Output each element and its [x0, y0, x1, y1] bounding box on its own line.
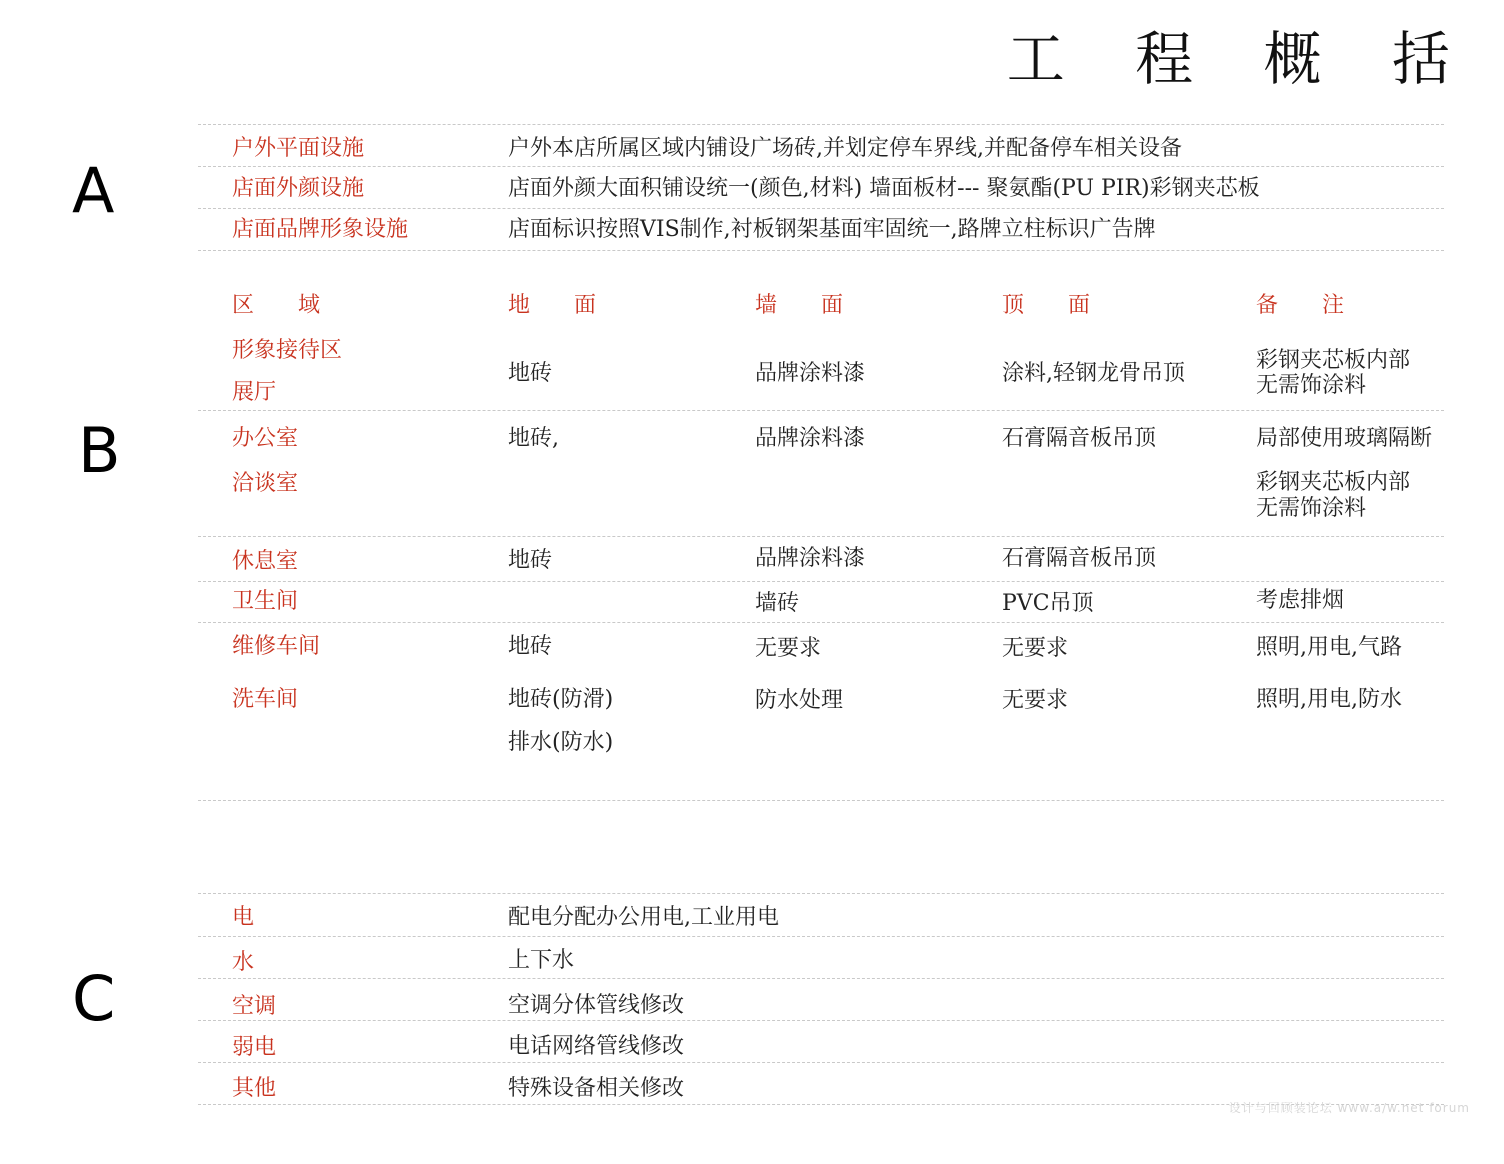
section-c-value: 上下水	[508, 948, 575, 973]
area-cell: 办公室	[232, 426, 299, 451]
note-cell: 局部使用玻璃隔断	[1256, 426, 1433, 451]
ceiling-cell: 无要求	[1002, 688, 1069, 713]
section-c-label: 水	[232, 950, 255, 975]
section-c-letter: C	[72, 962, 116, 1035]
section-c-label: 电	[232, 905, 255, 930]
divider	[198, 893, 1444, 894]
header-area: 区 域	[232, 293, 321, 318]
divider	[198, 250, 1444, 251]
section-a-value: 店面标识按照VIS制作,衬板钢架基面牢固统一,路牌立柱标识广告牌	[508, 217, 1156, 242]
ceiling-cell: PVC吊顶	[1002, 591, 1094, 616]
section-c-value: 配电分配办公用电,工业用电	[508, 905, 779, 930]
section-c-label: 其他	[232, 1076, 277, 1101]
divider	[198, 166, 1444, 167]
divider	[198, 410, 1444, 411]
section-a-label: 店面外颜设施	[232, 176, 365, 201]
watermark: 设计与回顾装论坛 www.a/w.net forum	[1228, 1101, 1470, 1115]
ceiling-cell: 涂料,轻钢龙骨吊顶	[1002, 361, 1185, 386]
area-cell: 维修车间	[232, 634, 321, 659]
wall-cell: 墙砖	[755, 591, 800, 616]
note-cell: 彩钢夹芯板内部	[1256, 470, 1411, 495]
wall-cell: 品牌涂料漆	[755, 361, 866, 386]
area-cell: 洗车间	[232, 687, 299, 712]
divider	[198, 536, 1444, 537]
header-note: 备 注	[1256, 293, 1345, 318]
note-cell: 照明,用电,气路	[1256, 635, 1402, 660]
wall-cell: 品牌涂料漆	[755, 426, 866, 451]
section-a-value: 店面外颜大面积铺设统一(颜色,材料) 墙面板材--- 聚氨酯(PU PIR)彩钢夹芯板	[508, 176, 1260, 201]
note-cell: 无需饰涂料	[1256, 373, 1367, 398]
divider	[198, 1020, 1444, 1021]
floor-cell: 地砖,	[508, 426, 559, 451]
area-cell: 展厅	[232, 380, 277, 405]
ceiling-cell: 石膏隔音板吊顶	[1002, 546, 1157, 571]
section-c-value: 电话网络管线修改	[508, 1034, 685, 1059]
floor-cell: 地砖	[508, 361, 553, 386]
floor-cell: 排水(防水)	[508, 730, 614, 755]
page-title: 工 程 概 括	[1006, 25, 1476, 93]
header-floor: 地 面	[508, 293, 597, 318]
area-cell: 形象接待区	[232, 338, 343, 363]
divider	[198, 124, 1444, 125]
divider	[198, 1062, 1444, 1063]
divider	[198, 936, 1444, 937]
area-cell: 卫生间	[232, 589, 299, 614]
divider	[198, 622, 1444, 623]
section-a-value: 户外本店所属区域内铺设广场砖,并划定停车界线,并配备停车相关设备	[508, 136, 1182, 161]
divider	[198, 800, 1444, 801]
section-a-label: 店面品牌形象设施	[232, 217, 409, 242]
section-c-label: 弱电	[232, 1035, 277, 1060]
wall-cell: 品牌涂料漆	[755, 546, 866, 571]
floor-cell: 地砖	[508, 634, 553, 659]
section-c-value: 特殊设备相关修改	[508, 1076, 685, 1101]
note-cell: 无需饰涂料	[1256, 496, 1367, 521]
divider	[198, 581, 1444, 582]
note-cell: 彩钢夹芯板内部	[1256, 348, 1411, 373]
header-wall: 墙 面	[755, 293, 844, 318]
divider	[198, 978, 1444, 979]
floor-cell: 地砖	[508, 548, 553, 573]
ceiling-cell: 石膏隔音板吊顶	[1002, 426, 1157, 451]
section-b-letter: B	[78, 414, 121, 487]
floor-cell: 地砖(防滑)	[508, 687, 614, 712]
note-cell: 考虑排烟	[1256, 588, 1345, 613]
section-a-letter: A	[72, 154, 115, 227]
wall-cell: 无要求	[755, 636, 822, 661]
note-cell: 照明,用电,防水	[1256, 687, 1402, 712]
wall-cell: 防水处理	[755, 688, 844, 713]
section-a-label: 户外平面设施	[232, 136, 365, 161]
header-ceiling: 顶 面	[1002, 293, 1091, 318]
ceiling-cell: 无要求	[1002, 636, 1069, 661]
section-c-label: 空调	[232, 994, 277, 1019]
area-cell: 休息室	[232, 549, 299, 574]
area-cell: 洽谈室	[232, 471, 299, 496]
divider	[198, 208, 1444, 209]
section-c-value: 空调分体管线修改	[508, 993, 685, 1018]
